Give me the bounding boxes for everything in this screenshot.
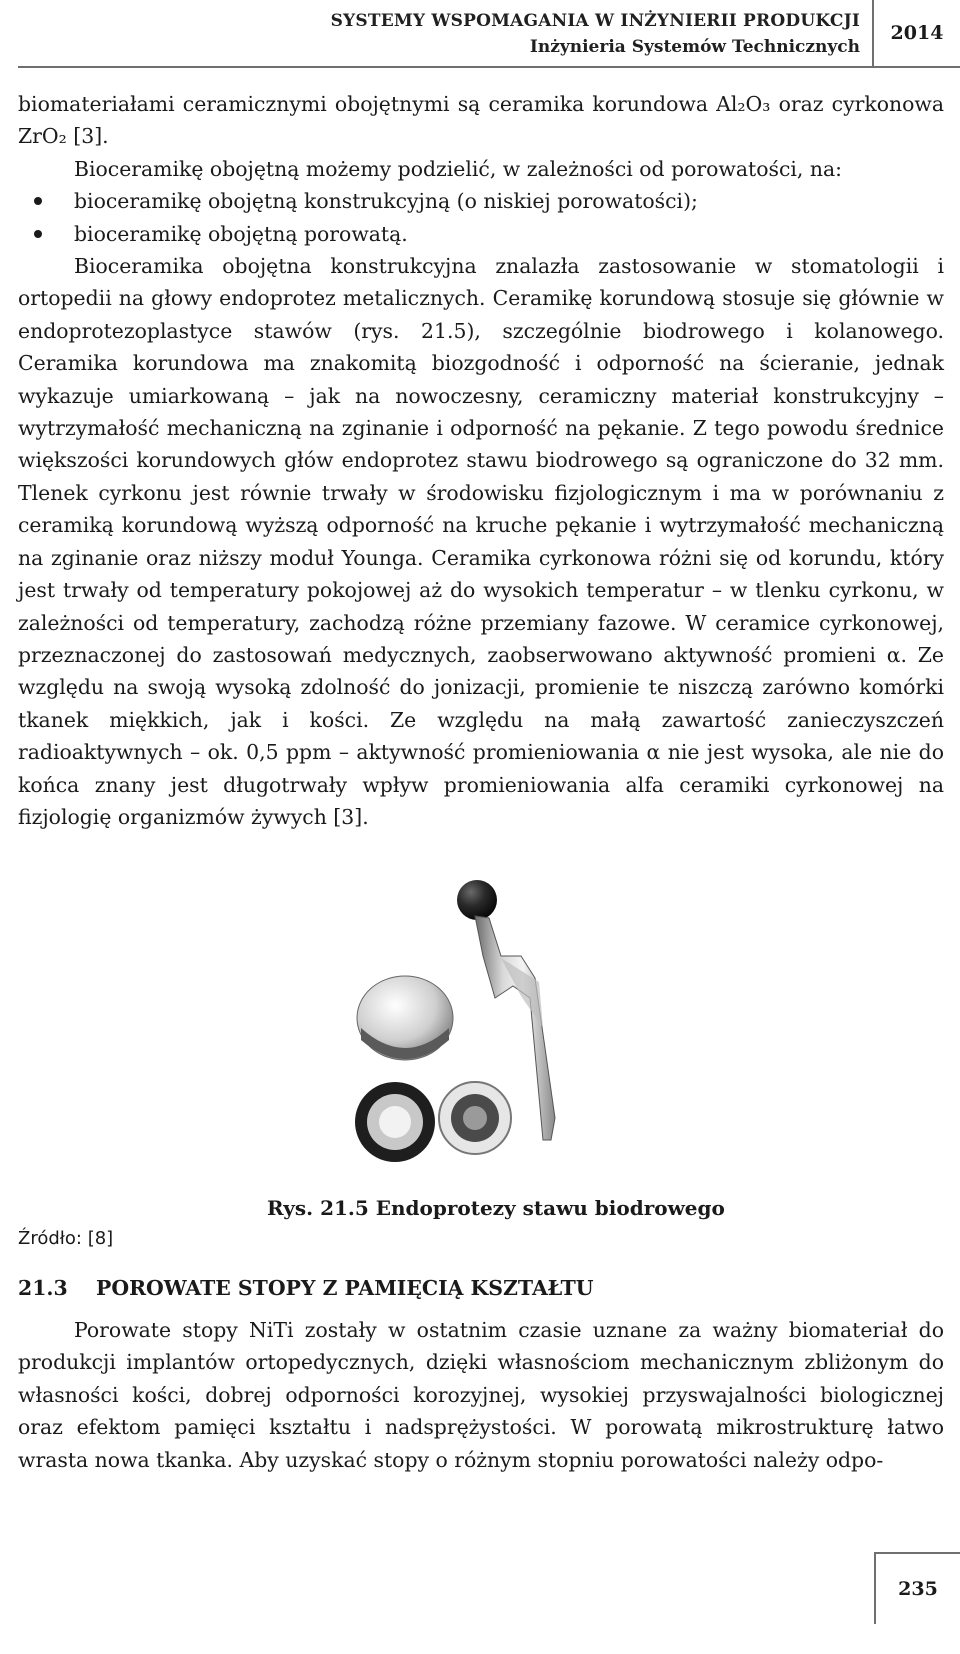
page-number: 235 xyxy=(898,1578,938,1600)
bullet-icon xyxy=(34,197,42,205)
section-title: POROWATE STOPY Z PAMIĘCIĄ KSZTAŁTU xyxy=(96,1276,594,1300)
section-number: 21.3 xyxy=(18,1276,68,1300)
journal-title xyxy=(331,8,860,60)
metal-shell xyxy=(439,1082,511,1154)
paragraph-continuation: biomateriałami ceramicznymi obojętnymi są ceramika korundowa Al₂O₃ oraz cyrkonowa ZrO₂ [3]. xyxy=(18,92,944,149)
main-text xyxy=(18,88,944,833)
ceramic-liner xyxy=(355,1082,435,1162)
page-number-box xyxy=(874,1552,960,1624)
section-text xyxy=(18,1314,944,1476)
year-label: 2014 xyxy=(890,22,944,44)
section-heading xyxy=(18,1276,594,1300)
femoral-head xyxy=(457,880,497,920)
journal-title-line2: Inżynieria Systemów Technicznych xyxy=(529,37,860,57)
paragraph-division-intro: Bioceramikę obojętną możemy podzielić, w zależności od porowatości, na: xyxy=(74,156,843,181)
figure-caption: Rys. 21.5 Endoprotezy stawu biodrowego xyxy=(267,1196,725,1220)
paragraph-niti: Porowate stopy NiTi zostały w ostatnim czasie uznane za ważny biomateriał do produkcji implantów ortopedycznych, dzięki własnościom mechanicznym zbliżonym do własności kości, dobrej odporności korozyjnej, wysokiej przyswajalności biologicznej oraz efektom pamięci kształtu i nadsprężystości. W porowatą mikrostrukturę łatwo wrasta nowa tkanka. Aby uzyskać stopy o różnym stopniu porowatości należy odpo- xyxy=(18,1318,944,1472)
acetabular-cup xyxy=(357,976,453,1060)
hip-endoprosthesis-figure xyxy=(325,878,625,1190)
bullet-icon xyxy=(34,230,42,238)
division-list xyxy=(18,185,944,250)
paragraph-ceramics: Bioceramika obojętna konstrukcyjna znalazła zastosowanie w stomatologii i ortopedii na głowy endoprotez metalicznych. Ceramikę korundową stosuje się głównie w endoprotezoplastyce stawów (rys. 21.5), szczególnie biodrowego i kolanowego. Ceramika korundowa ma znakomitą biozgodność i odporność na ścieranie, jednak wykazuje umiarkowaną – jak na nowoczesny, ceramiczny materiał konstrukcyjny – wytrzymałość mechaniczną na zginanie i odporność na pękanie. Z tego powodu średnice większości korundowych głów endoprotez stawu biodrowego są ograniczone do 32 mm. Tlenek cyrkonu jest równie trwały w środowisku fizjologicznym i ma w porównaniu z ceramiką korundową wyższą odporność na kruche pękanie i wytrzymałość mechaniczną na zginanie oraz niższy moduł Younga. Ceramika cyrkonowa różni się od korundu, który jest trwały od temperatury pokojowej aż do wysokich temperatur – w tlenku cyrkonu, w zależności od temperatury, zachodzą różne przemiany fazowe. W ceramice cyrkonowej, przeznaczonej do zastosowań medycznych, zaobserwowano aktywność promieni α. Ze względu na swoją wysoką zdolność do jonizacji, promienie te niszczą zarówno komórki tkanek miękkich, jak i kości. Ze względu na małą zawartość zanieczyszczeń radioaktywnych – ok. 0,5 ppm – aktywność promieniowania α nie jest wysoka, ale nie do końca znany jest długotrwały wpływ promieniowania alfa ceramiki cyrkonowej na fizjologię organizmów żywych [3]. xyxy=(18,254,944,829)
list-item: bioceramikę obojętną porowatą. xyxy=(18,218,944,250)
figure-source: Źródło: [8] xyxy=(18,1228,114,1249)
year-box xyxy=(872,0,960,66)
list-item: bioceramikę obojętną konstrukcyjną (o niskiej porowatości); xyxy=(18,185,944,217)
header-divider xyxy=(18,66,960,68)
journal-title-line1: SYSTEMY WSPOMAGANIA W INŻYNIERII PRODUKCJI xyxy=(330,11,860,31)
